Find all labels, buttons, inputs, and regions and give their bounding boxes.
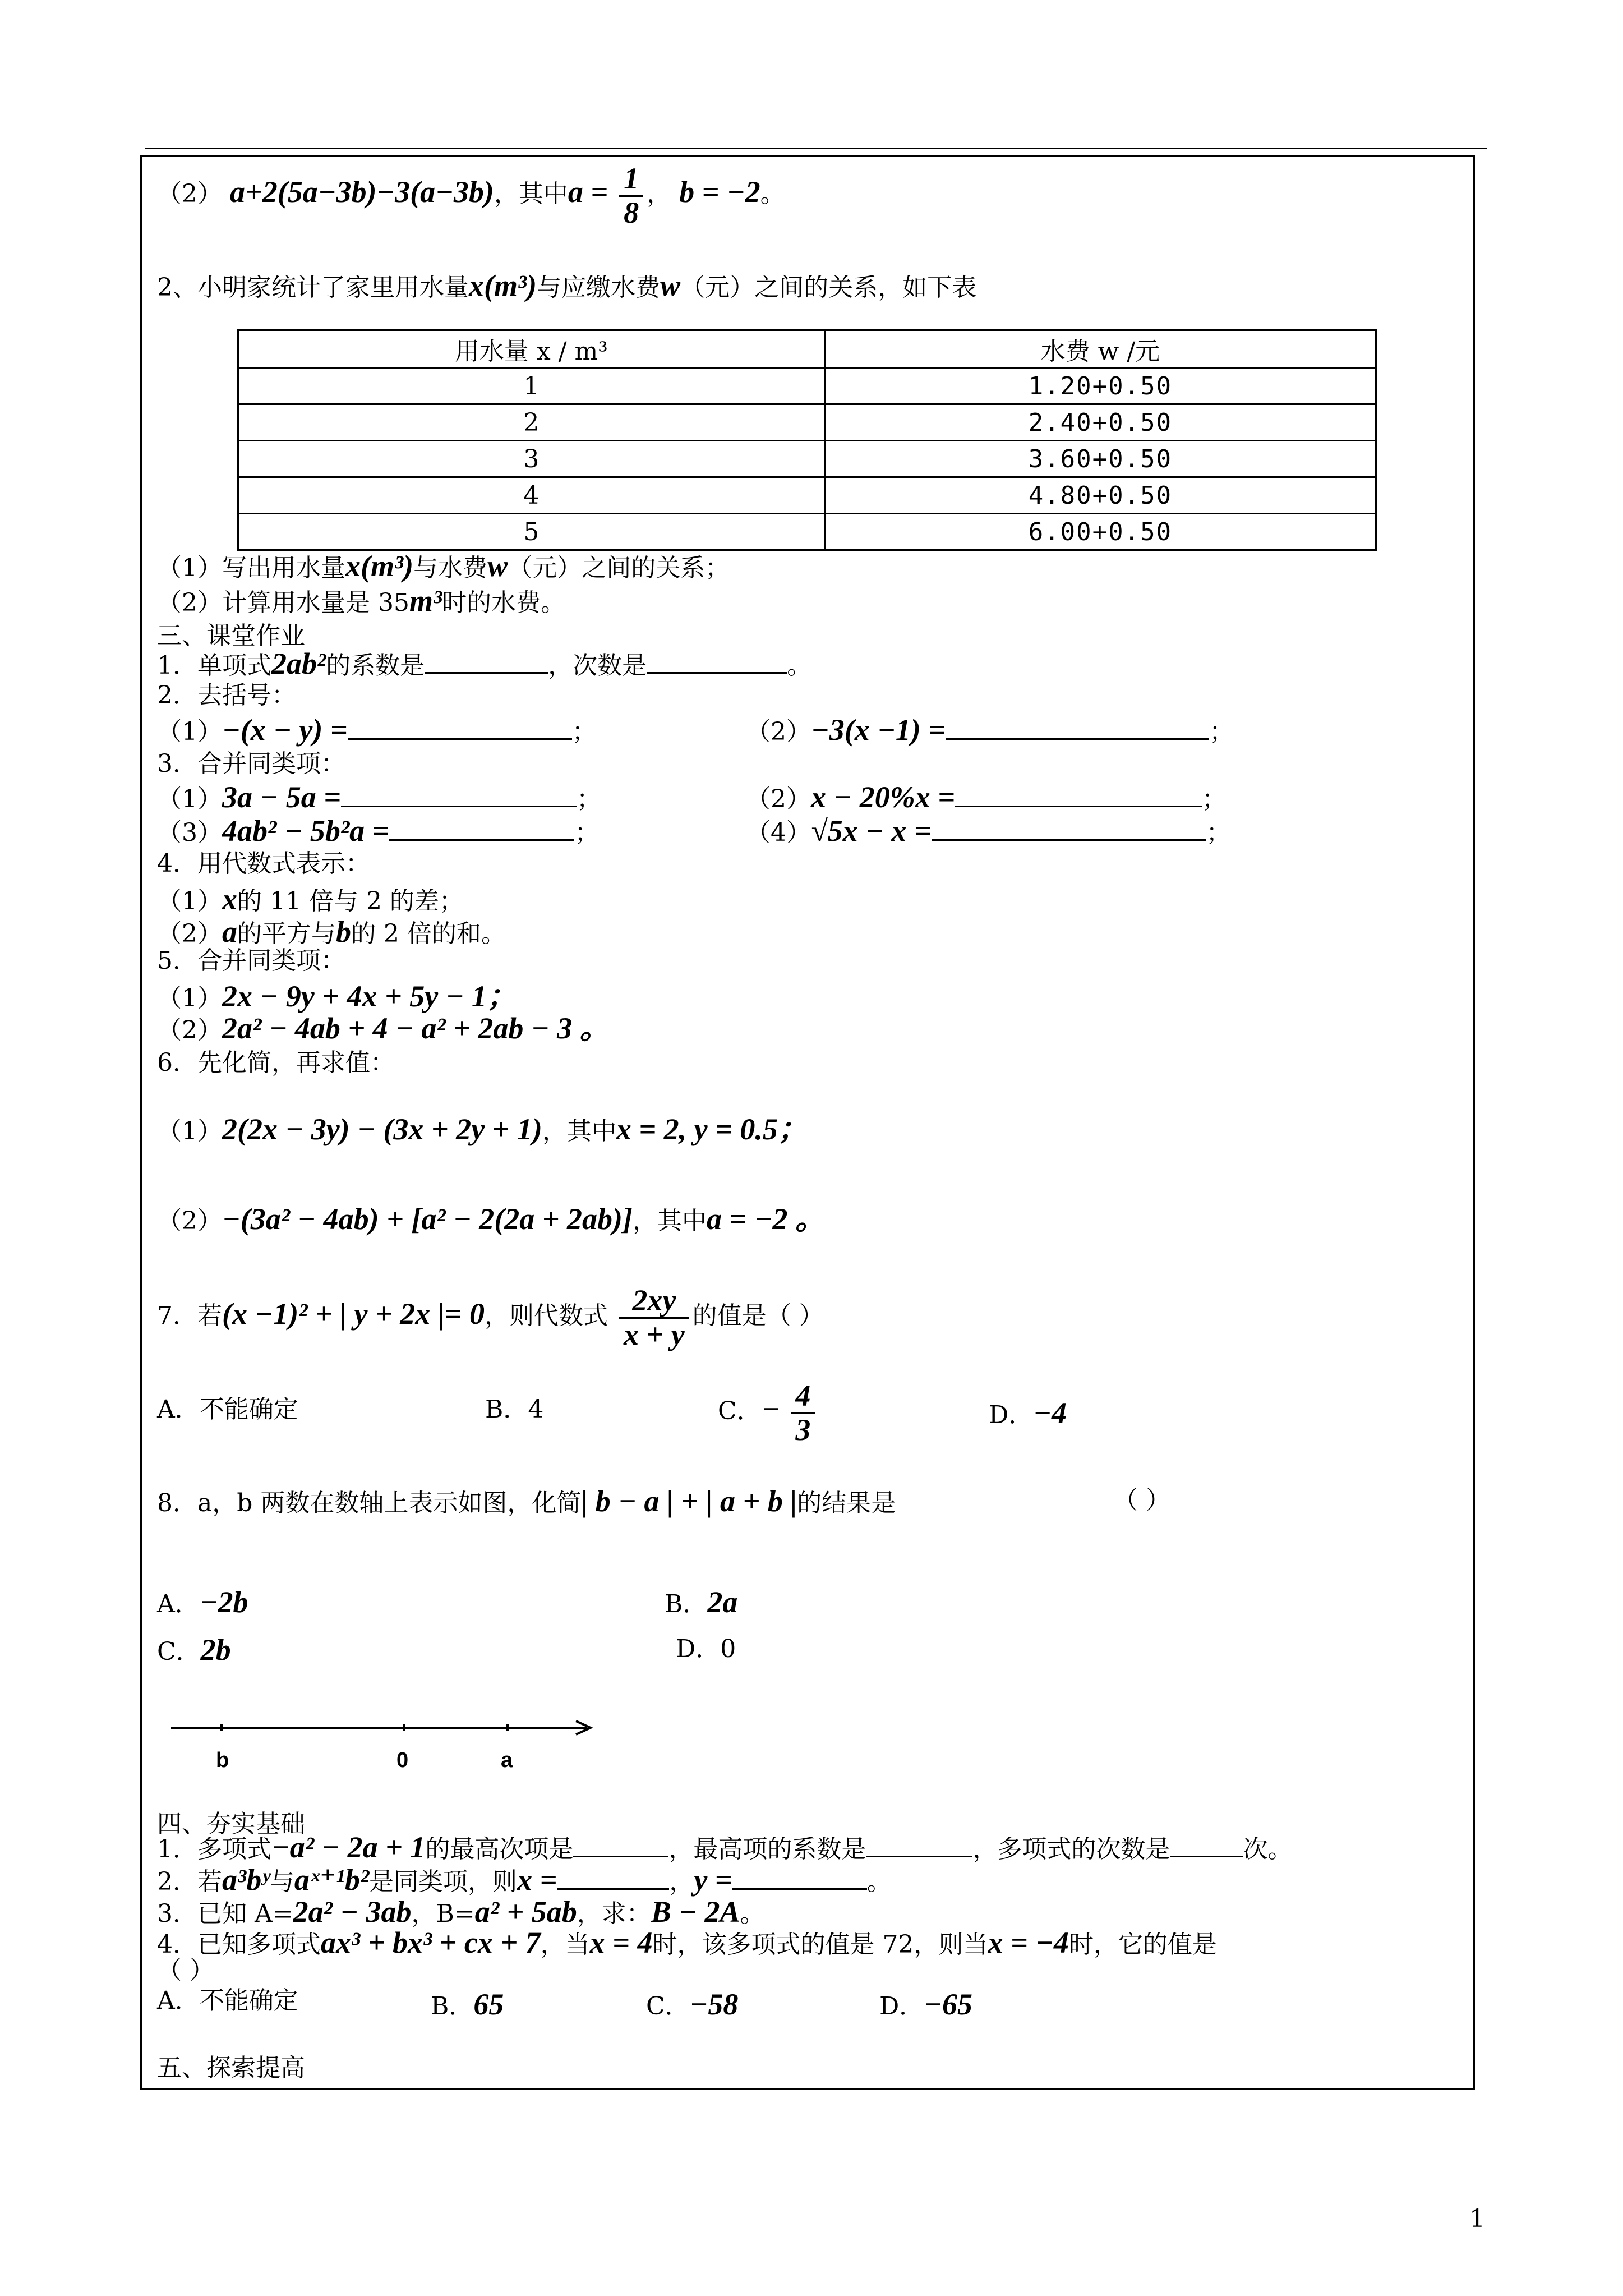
table-cell: 1	[238, 368, 825, 404]
answer-blank[interactable]	[866, 1839, 972, 1857]
s3-q4-title: 4．用代数式表示：	[157, 849, 370, 878]
s3-q4-2: （2）a的平方与b的 2 倍的和。	[157, 915, 506, 949]
s3-q7: 7．若(x −1)² + | y + 2x |= 0，则代数式 $\frac{2xy}{x + y}$ 的值是（ ）	[157, 1283, 824, 1351]
answer-blank[interactable]	[955, 789, 1202, 807]
table-cell: 6.00+0.50	[824, 514, 1376, 550]
s3-q6-2: （2）−(3a² − 4ab) + [a² − 2(2a + 2ab)]，其中a = −2 。	[157, 1202, 826, 1236]
table-cell: 4	[238, 477, 825, 514]
number-line-figure	[171, 1717, 597, 1784]
s3-q8-paren: （ ）	[1113, 1486, 1170, 1515]
axis-label-zero: 0	[396, 1749, 409, 1772]
s4-q4-option-b[interactable]: B．65	[431, 1987, 504, 2021]
s4-q4-option-a[interactable]: A．不能确定	[157, 1986, 298, 2015]
s3-q8-option-d[interactable]: D．0	[676, 1635, 736, 1663]
fraction-one-eighth: $\frac{1}{8}$	[619, 163, 643, 228]
s3-q7-option-b[interactable]: B．4	[485, 1395, 544, 1424]
s3-q3-title: 3．合并同类项：	[157, 749, 345, 778]
s3-q3-2: （2）x − 20%x = ；	[746, 780, 1227, 814]
s4-q2: 2．若a³bʸ与aˣ⁺¹b²是同类项，则x = ，y = 。	[157, 1863, 892, 1897]
s4-q3: 3．已知 A=2a² − 3ab，B=a² + 5ab，求：B − 2A。	[157, 1895, 765, 1929]
answer-blank[interactable]	[1170, 1839, 1243, 1857]
answer-blank[interactable]	[557, 1871, 669, 1890]
s3-q2-title: 2．去括号：	[157, 681, 296, 710]
s4-q4-option-c[interactable]: C．−58	[646, 1987, 739, 2021]
s4-q4-option-d[interactable]: D．−65	[879, 1987, 973, 2021]
section-three-title: 三、课堂作业	[157, 622, 305, 650]
s3-q2-1: （1）−(x − y) = ；	[157, 713, 597, 747]
q2-intro: 2、小明家统计了家里用水量x(m³)与应缴水费w（元）之间的关系，如下表	[157, 269, 977, 302]
s4-q4-paren: （ ）	[157, 1956, 214, 1985]
s3-q8-option-a[interactable]: A．−2b	[157, 1585, 248, 1619]
q2-sub1: （1）写出用水量x(m³)与水费w（元）之间的关系；	[157, 549, 730, 583]
table-header-cell: 用水量 x / m³	[238, 330, 825, 368]
s3-q5-1: （1）2x − 9y + 4x + 5y − 1；	[157, 979, 517, 1013]
answer-blank[interactable]	[573, 1839, 668, 1857]
axis-label-a: a	[501, 1749, 513, 1772]
s3-q7-option-d[interactable]: D．−4	[989, 1396, 1067, 1430]
table-row	[238, 404, 1376, 441]
table-cell: 4.80+0.50	[824, 477, 1376, 514]
axis-label-b: b	[216, 1749, 229, 1772]
s4-q4: 4．已知多项式ax³ + bx³ + cx + 7，当x = 4时，该多项式的值是 72，则当x = −4时，它的值是	[157, 1926, 1217, 1959]
s3-q8-option-c[interactable]: C．2b	[157, 1633, 231, 1667]
table-header-cell: 水费 w /元	[824, 330, 1376, 368]
s3-q7-option-a[interactable]: A．不能确定	[157, 1395, 298, 1424]
answer-blank[interactable]	[732, 1871, 867, 1890]
table-row	[238, 477, 1376, 514]
table-cell: 2.40+0.50	[824, 404, 1376, 441]
answer-blank[interactable]	[932, 822, 1206, 841]
s3-q6-1: （1）2(2x − 3y) − (3x + 2y + 1)，其中x = 2, y = 0.5；	[157, 1112, 808, 1146]
s3-q3-4: （4）√5x − x = ；	[746, 814, 1231, 848]
table-cell: 3	[238, 441, 825, 477]
fraction-four-thirds: $\frac{4}{3}$	[791, 1380, 815, 1446]
s3-q6-title: 6．先化简，再求值：	[157, 1048, 395, 1077]
table-cell: 5	[238, 514, 825, 550]
table-header-row	[238, 330, 1376, 368]
answer-blank[interactable]	[341, 789, 577, 807]
s3-q5-title: 5．合并同类项：	[157, 946, 345, 975]
table-row	[238, 368, 1376, 404]
answer-blank[interactable]	[348, 721, 572, 740]
table-cell: 2	[238, 404, 825, 441]
fraction-2xy-over-x-plus-y: $\frac{2xy}{x + y}$	[619, 1285, 689, 1350]
s3-q3-1: （1）3a − 5a = ；	[157, 780, 601, 814]
s3-q8: 8．a，b 两数在数轴上表示如图，化简| b − a | + | a + b |的结果是	[157, 1484, 896, 1518]
answer-blank[interactable]	[425, 655, 548, 674]
page-number: 1	[1469, 2205, 1485, 2233]
answer-blank[interactable]	[946, 721, 1209, 740]
q2-sub2: （2）计算用水量是 35m³时的水费。	[157, 584, 566, 618]
s3-q4-1: （1）x的 11 倍与 2 的差；	[157, 882, 464, 916]
section-five-title: 五、探索提高	[157, 2054, 305, 2082]
section-four-title: 四、夯实基础	[157, 1810, 305, 1838]
prev-question-2: （2） a+2(5a−3b)−3(a−3b)，其中a = $\frac{1}{8}$ ， b = −2。	[157, 162, 785, 229]
table-row	[238, 514, 1376, 550]
s4-q1: 1．多项式−a² − 2a + 1的最高次项是 ，最高项的系数是 ，多项式的次数是 次。	[157, 1830, 1293, 1864]
s3-q5-2: （2）2a² − 4ab + 4 − a² + 2ab − 3 。	[157, 1011, 610, 1045]
table-cell: 3.60+0.50	[824, 441, 1376, 477]
s3-q2-2: （2）−3(x −1) = ；	[746, 713, 1234, 747]
s3-q8-option-b[interactable]: B．2a	[665, 1585, 738, 1619]
answer-blank[interactable]	[647, 655, 787, 674]
table-row	[238, 441, 1376, 477]
s3-q7-option-c[interactable]: C．− $\frac{4}{3}$	[718, 1380, 818, 1446]
s3-q3-3: （3）4ab² − 5b²a = ；	[157, 814, 600, 848]
water-fee-table	[237, 329, 1377, 551]
table-cell: 1.20+0.50	[824, 368, 1376, 404]
s3-q1: 1．单项式2ab²的系数是 ，次数是 。	[157, 647, 812, 680]
answer-blank[interactable]	[389, 822, 574, 841]
header-rule	[145, 148, 1487, 149]
